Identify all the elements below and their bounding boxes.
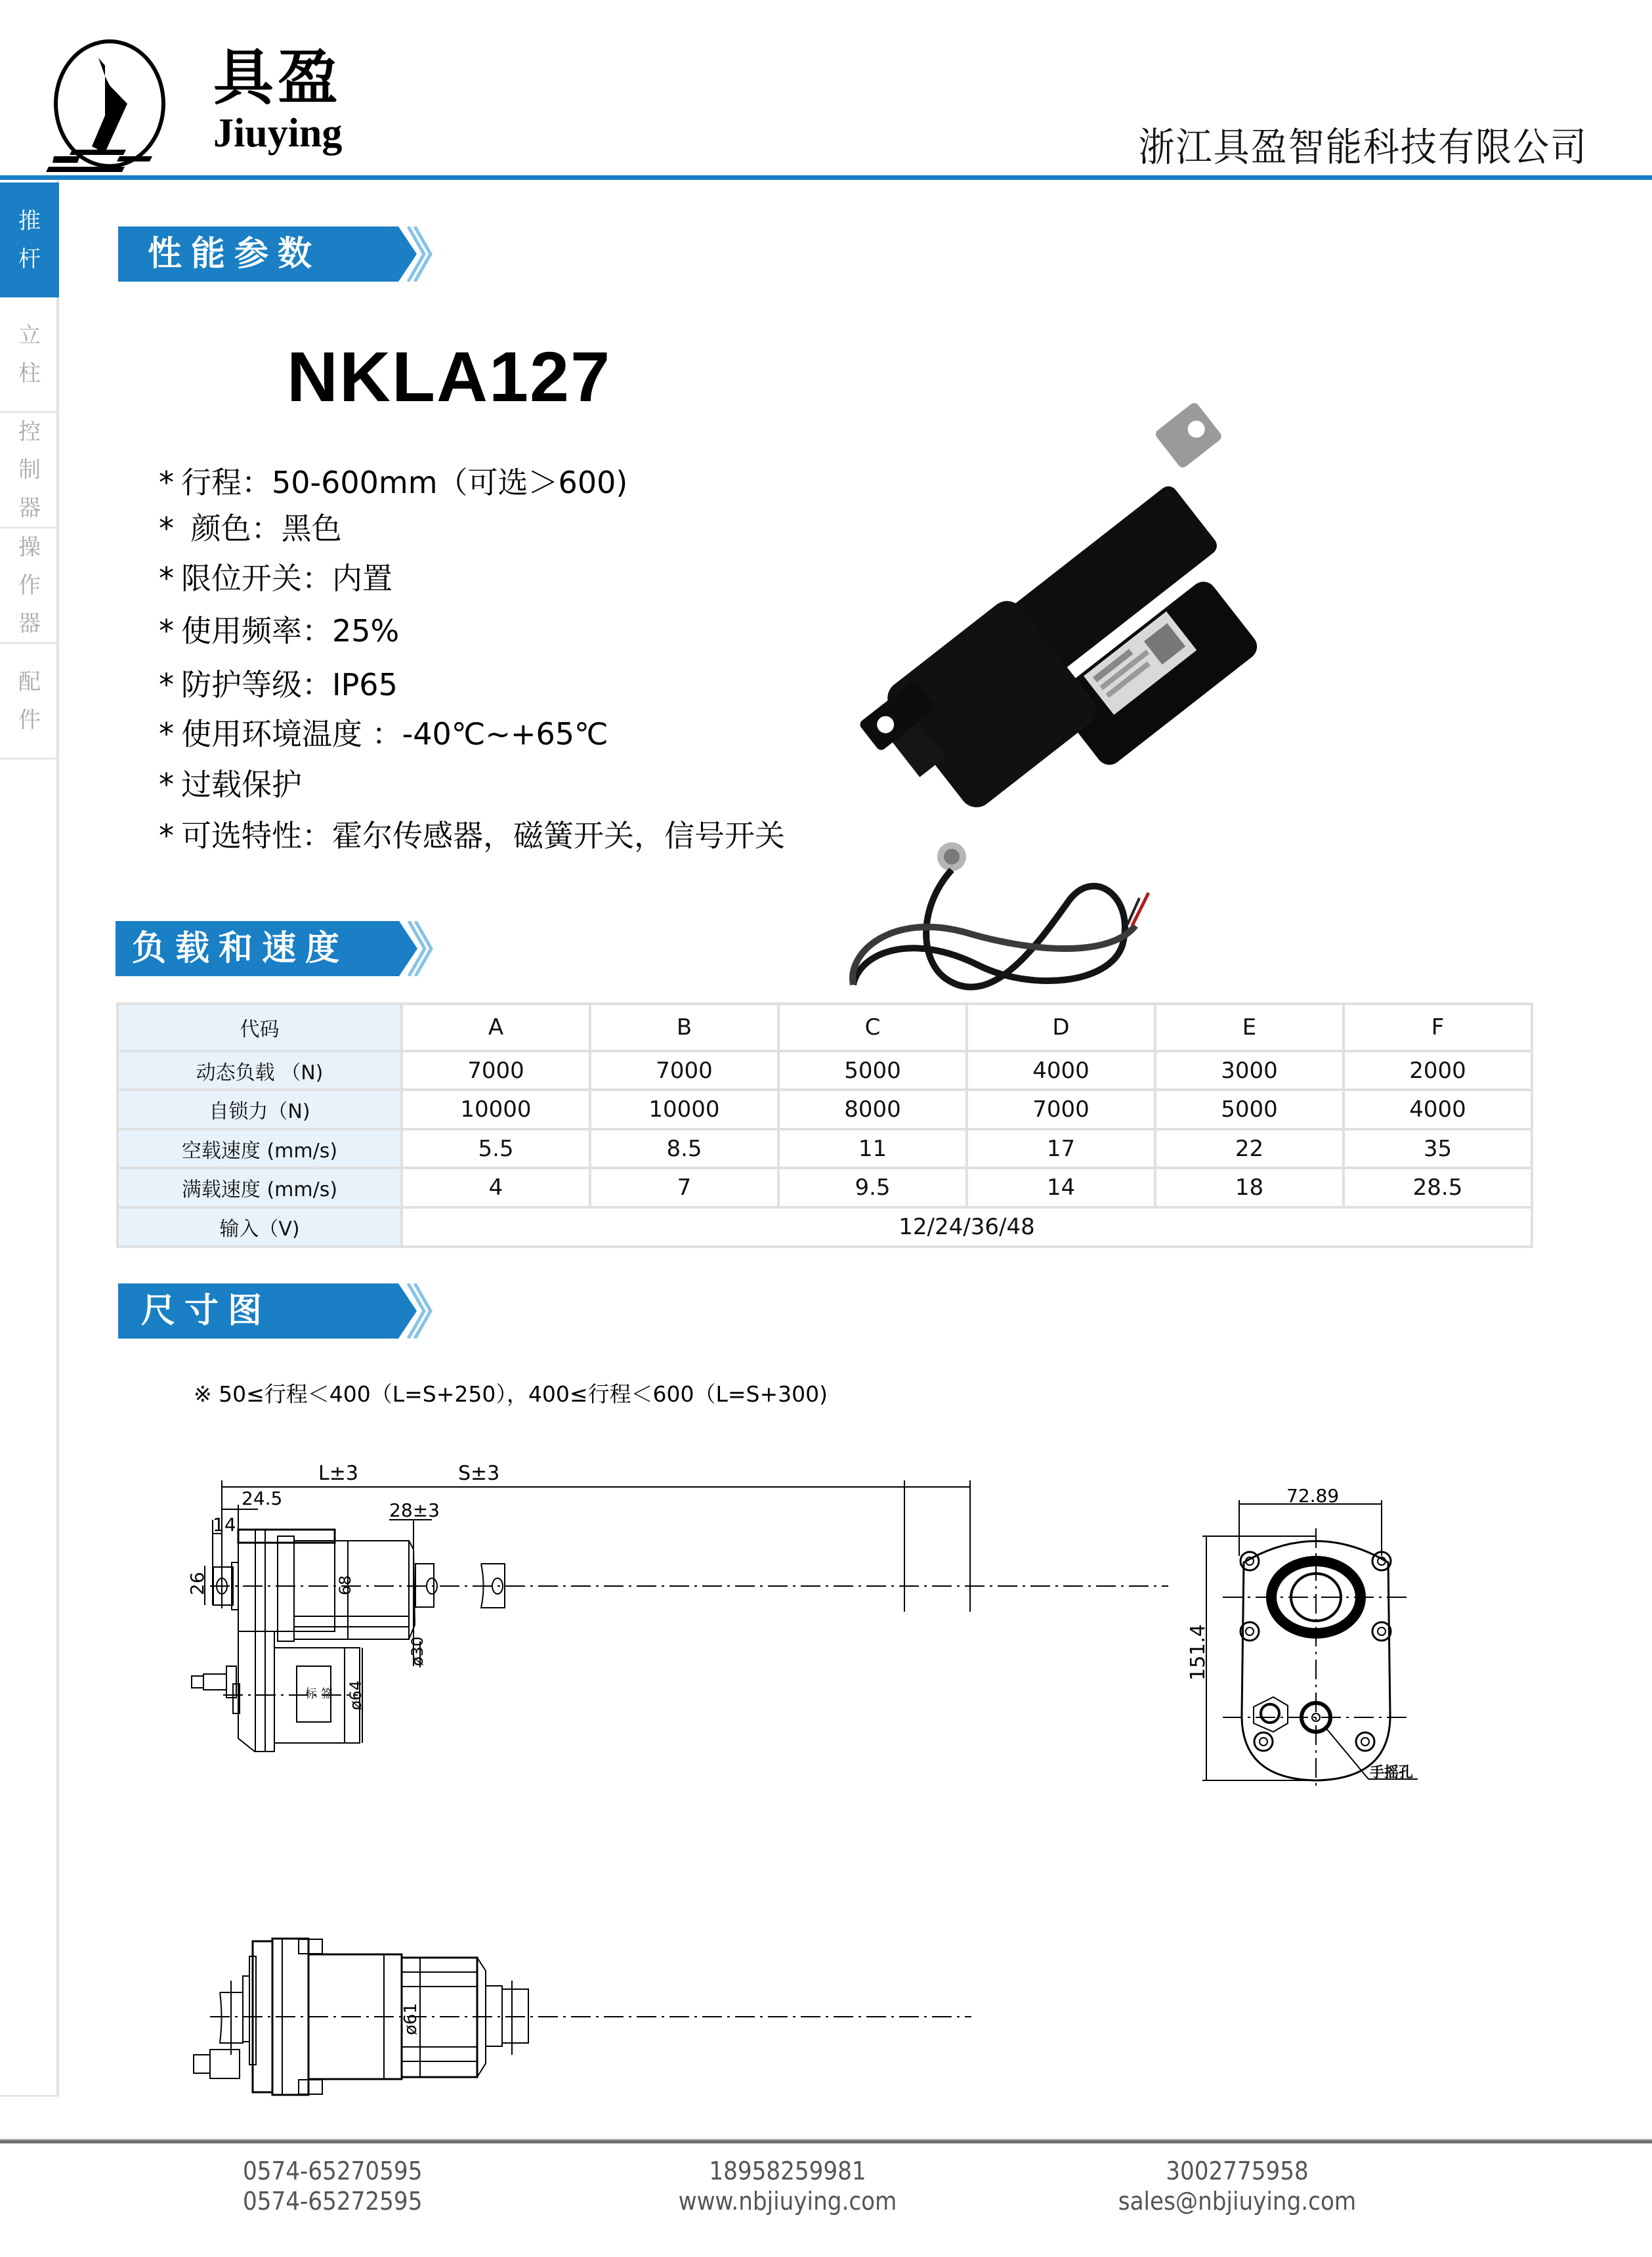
footer-mobile: 18958259981 <box>709 2157 866 2185</box>
table-cell: 5000 <box>778 1051 967 1090</box>
header-divider <box>0 175 1652 180</box>
footer-email-link[interactable]: sales@nbjiuying.com <box>1118 2187 1357 2216</box>
sidenav-char: 作 <box>18 572 41 599</box>
spec-item: * 可选特性：霍尔传感器，磁簧开关，信号开关 <box>159 818 785 853</box>
sidenav-char: 操 <box>18 534 41 561</box>
footer-qq: 3002775958 <box>1166 2157 1309 2185</box>
footer-mobile-web-column <box>669 2156 906 2216</box>
svg-text:26: 26 <box>186 1572 208 1595</box>
sidenav-item-actuator[interactable] <box>0 183 59 297</box>
svg-text:ø61: ø61 <box>401 2003 421 2035</box>
jiuying-logo-icon <box>41 38 179 176</box>
svg-text:28±3: 28±3 <box>389 1499 440 1521</box>
table-header-code: E <box>1155 1004 1344 1051</box>
sidenav-item-controller[interactable] <box>0 413 59 528</box>
chevron-right-icon <box>407 1283 433 1339</box>
svg-text:ø64: ø64 <box>347 1680 365 1710</box>
table-cell: 28.5 <box>1344 1168 1532 1207</box>
brand-name-cn: 具盈 <box>213 42 343 113</box>
table-header-code: C <box>778 1004 967 1051</box>
dimension-note: ※ 50≤行程＜400（L=S+250），400≤行程＜600（L=S+300) <box>194 1381 828 1407</box>
table-cell: 4000 <box>1344 1090 1532 1129</box>
table-cell: 17 <box>967 1129 1155 1168</box>
table-cell: 7000 <box>402 1051 590 1090</box>
sidenav-char: 器 <box>18 610 41 637</box>
footer-phone-1: 0574-65270595 <box>243 2157 423 2185</box>
table-row-label: 输入（V) <box>117 1207 402 1247</box>
sidenav-item-handset[interactable] <box>0 528 59 644</box>
sidenav-bottom-divider <box>0 2095 59 2097</box>
table-header-code: D <box>967 1004 1155 1051</box>
company-name: 浙江具盈智能科技有限公司 <box>1138 125 1588 171</box>
table-row-input <box>117 1207 1532 1247</box>
footer-website-link[interactable]: www.nbjiuying.com <box>678 2187 897 2216</box>
svg-text:72.89: 72.89 <box>1286 1485 1340 1507</box>
table-cell: 7000 <box>590 1051 778 1090</box>
spec-item: * 颜色：黑色 <box>159 511 342 546</box>
footer-phone-column <box>243 2156 423 2216</box>
svg-text:24.5: 24.5 <box>242 1488 283 1509</box>
table-row-label: 满载速度 (mm/s) <box>117 1168 402 1207</box>
table-cell: 11 <box>778 1129 967 1168</box>
table-row-label: 动态负载 （N) <box>117 1051 402 1090</box>
table-cell: 22 <box>1155 1129 1344 1168</box>
footer-phone-2: 0574-65272595 <box>243 2187 423 2216</box>
table-cell: 9.5 <box>778 1168 967 1207</box>
sidenav-char: 推 <box>18 207 41 234</box>
brand-name-en: Jiuying <box>213 111 343 156</box>
table-header-code: B <box>590 1004 778 1051</box>
table-row-label: 空载速度 (mm/s) <box>117 1129 402 1168</box>
table-row <box>117 1129 1532 1168</box>
table-header-row <box>117 1004 1532 1051</box>
svg-text:14: 14 <box>213 1514 236 1536</box>
sidenav-char: 控 <box>18 418 41 445</box>
svg-text:手摇孔: 手摇孔 <box>1370 1765 1414 1781</box>
section-title: 尺寸图 <box>141 1291 272 1331</box>
table-cell: 7000 <box>967 1090 1155 1129</box>
section-banner-load-speed <box>116 921 457 976</box>
svg-text:151.4: 151.4 <box>1187 1624 1210 1681</box>
section-title: 负载和速度 <box>132 929 349 968</box>
table-cell: 5000 <box>1155 1090 1344 1129</box>
sidenav-char: 立 <box>18 322 41 349</box>
section-banner-dimensions <box>118 1283 459 1339</box>
section-banner-performance <box>118 226 459 282</box>
top-view-drawing <box>184 1904 1004 2114</box>
sidenav-item-accessories[interactable] <box>0 644 59 760</box>
sidenav-char: 柱 <box>18 360 41 387</box>
table-cell: 4000 <box>967 1051 1155 1090</box>
spec-item: * 限位开关：内置 <box>159 561 392 596</box>
table-row-label: 代码 <box>117 1004 402 1051</box>
table-cell: 7 <box>590 1168 778 1207</box>
table-cell: 3000 <box>1155 1051 1344 1090</box>
spec-item: * 使用频率：25% <box>159 613 400 649</box>
model-title: NKLA127 <box>287 337 612 416</box>
load-speed-table <box>116 1002 1533 1248</box>
sidenav-char: 件 <box>18 706 41 733</box>
spec-item: * 使用环境温度 ：-40℃~+65℃ <box>159 716 608 752</box>
svg-text:标 签: 标 签 <box>305 1687 333 1701</box>
table-cell: 4 <box>402 1168 590 1207</box>
chevron-right-icon <box>408 921 434 976</box>
chevron-right-icon <box>407 226 433 282</box>
linear-actuator-photo <box>834 387 1319 1004</box>
table-cell: 5.5 <box>402 1129 590 1168</box>
table-cell: 10000 <box>402 1090 590 1129</box>
sidenav-char: 配 <box>18 668 41 695</box>
table-cell: 8.5 <box>590 1129 778 1168</box>
table-row <box>117 1051 1532 1090</box>
footer-qq-email-column <box>1116 2156 1359 2216</box>
spec-item: * 过载保护 <box>159 767 302 802</box>
svg-text:ø30: ø30 <box>408 1636 427 1666</box>
table-row <box>117 1090 1532 1129</box>
section-title: 性能参数 <box>148 234 322 274</box>
end-view-drawing <box>1168 1457 1510 1878</box>
sidenav-item-column[interactable] <box>0 297 59 413</box>
footer-divider <box>0 2139 1652 2143</box>
table-row-label: 自锁力（N) <box>117 1090 402 1129</box>
table-row <box>117 1168 1532 1207</box>
svg-text:68: 68 <box>336 1575 354 1595</box>
table-cell: 10000 <box>590 1090 778 1129</box>
sidenav-char: 器 <box>18 494 41 521</box>
table-cell: 8000 <box>778 1090 967 1129</box>
spec-item: * 行程：50-600mm（可选＞600) <box>159 465 628 500</box>
sidenav-char: 制 <box>18 456 41 483</box>
table-cell: 2000 <box>1344 1051 1532 1090</box>
svg-text:S±3: S±3 <box>458 1462 500 1485</box>
spec-item: * 防护等级：IP65 <box>159 667 398 702</box>
table-header-code: A <box>402 1004 590 1051</box>
table-cell: 35 <box>1344 1129 1532 1168</box>
svg-text:L±3: L±3 <box>318 1462 358 1485</box>
table-header-code: F <box>1344 1004 1532 1051</box>
side-view-drawing <box>184 1457 1181 1917</box>
table-cell: 14 <box>967 1168 1155 1207</box>
table-cell-input-voltage: 12/24/36/48 <box>402 1207 1532 1247</box>
table-cell: 18 <box>1155 1168 1344 1207</box>
sidenav-char: 杆 <box>18 246 41 272</box>
side-navigation <box>0 180 59 2097</box>
